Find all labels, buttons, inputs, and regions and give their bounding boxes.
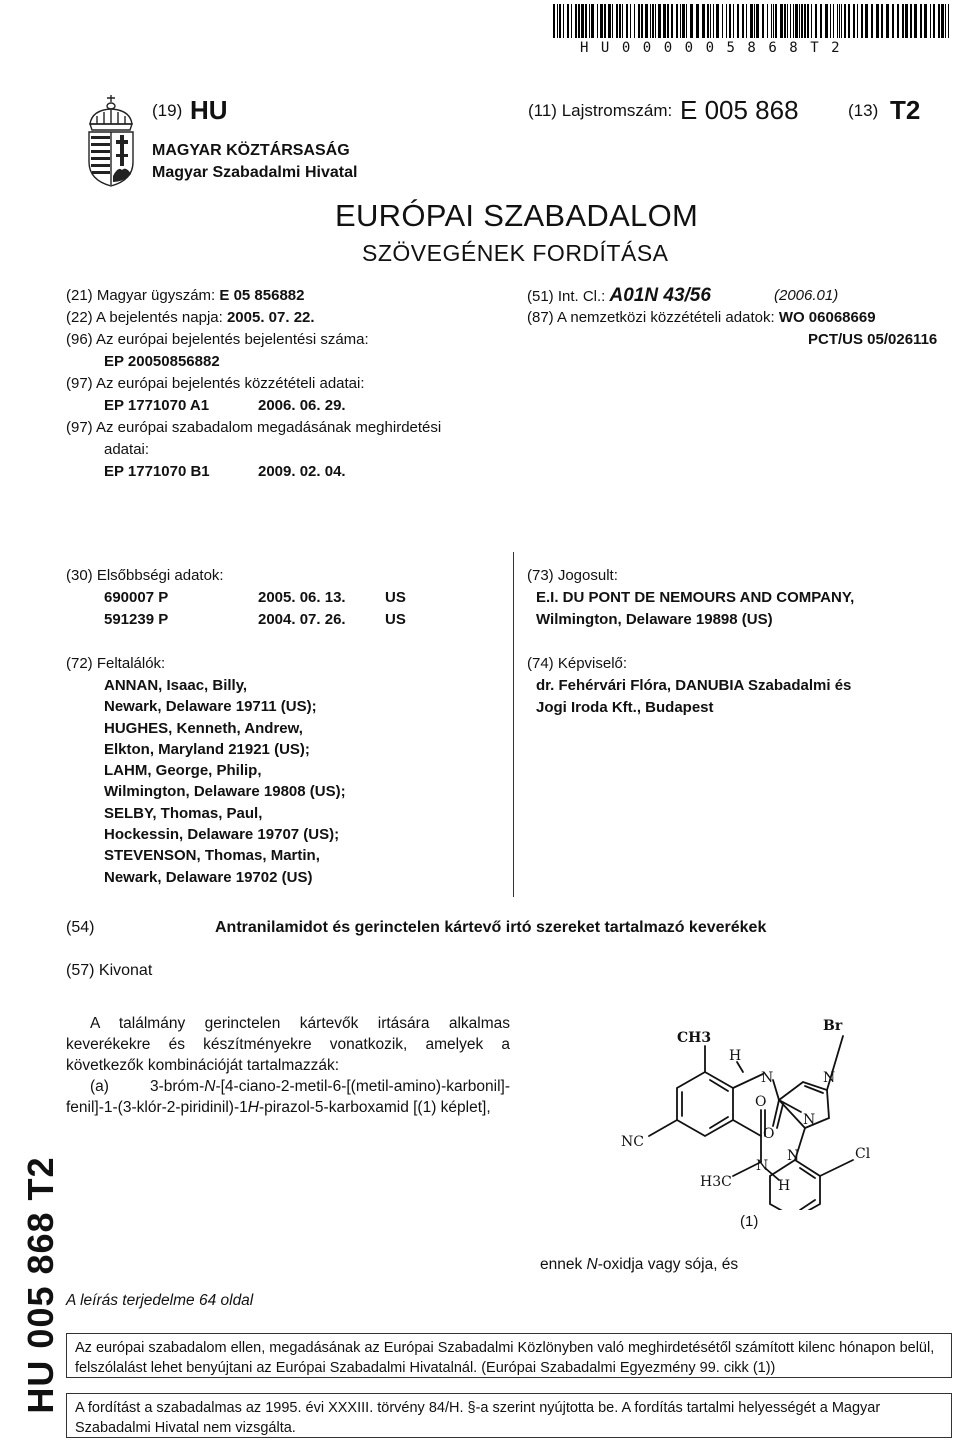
barcode-bar xyxy=(686,4,687,38)
barcode-bar xyxy=(589,4,590,38)
field-22-value: 2005. 07. 22. xyxy=(226,309,315,326)
atom-o-top: O xyxy=(763,1126,775,1142)
atom-ch3: CH3 xyxy=(677,1030,712,1046)
inventors-list xyxy=(104,675,346,888)
barcode-bar xyxy=(622,4,623,38)
abstract-italic: N xyxy=(204,1078,216,1095)
field-51 xyxy=(527,285,711,308)
page-subtitle: SZÖVEGÉNEK FORDÍTÁSA xyxy=(362,240,669,266)
atom-n-bottom: N xyxy=(756,1158,769,1174)
priority-1-country: US xyxy=(385,589,406,606)
barcode-bar xyxy=(820,4,822,38)
abstract-paragraph-2 xyxy=(66,1076,510,1118)
inventor-line: LAHM, George, Philip, xyxy=(104,762,262,780)
barcode-bar xyxy=(737,4,739,38)
barcode-bar xyxy=(910,4,912,38)
inventor-line: Elkton, Maryland 21921 (US); xyxy=(104,740,310,758)
barcode-bar xyxy=(941,4,944,38)
field-57-label: (57) Kivonat xyxy=(66,962,153,979)
column-divider xyxy=(513,552,514,897)
caption-text: -oxidja vagy sója, és xyxy=(597,1256,739,1273)
inventor-line: Hockessin, Delaware 19707 (US); xyxy=(104,826,340,844)
barcode-bar xyxy=(722,4,723,38)
barcode-bar xyxy=(787,4,788,38)
inventor-line: Newark, Delaware 19711 (US); xyxy=(104,698,317,716)
barcode-bar xyxy=(634,4,635,38)
barcode-bar xyxy=(750,4,753,38)
barcode-bar xyxy=(667,4,669,38)
atom-br: Br xyxy=(823,1018,843,1034)
barcode-bar xyxy=(585,4,587,38)
caption-italic: N xyxy=(586,1256,598,1273)
field-97b-number: EP 1771070 B1 xyxy=(104,463,210,480)
barcode-bar xyxy=(557,4,558,38)
barcode-bar xyxy=(945,4,946,38)
barcode-bar xyxy=(581,4,584,38)
barcode-bar xyxy=(771,4,772,38)
barcode-bar xyxy=(676,4,678,38)
agent-city: , Budapest xyxy=(636,699,714,716)
barcode-bar xyxy=(645,4,648,38)
priority-2-country: US xyxy=(385,611,406,628)
field-97a-label: (97) Az európai bejelentés közzétételi adatai: xyxy=(66,375,365,392)
agent-label: (74) Képviselő: xyxy=(527,655,628,672)
field-51-label: (51) Int. Cl.: xyxy=(527,288,606,305)
barcode-bar xyxy=(807,4,809,38)
country-code: HU xyxy=(190,95,228,125)
field-97b-label-1: (97) Az európai szabadalom megadásának meghirdetési xyxy=(66,419,442,436)
field-87-value-1: WO 06068669 xyxy=(778,309,876,326)
barcode-bar xyxy=(716,4,719,38)
abstract-text: (a) 3-bróm- xyxy=(90,1078,205,1095)
barcode-bar xyxy=(815,4,817,38)
registration-number: E 005 868 xyxy=(680,95,799,125)
barcode xyxy=(553,4,951,38)
abstract xyxy=(66,1013,510,1118)
barcode-bar xyxy=(626,4,628,38)
barcode-bar xyxy=(841,4,842,38)
barcode-bar xyxy=(825,4,828,38)
barcode-bar xyxy=(754,4,755,38)
barcode-bar xyxy=(619,4,621,38)
formula-label: (1) xyxy=(740,1213,759,1230)
opposition-notice: Az európai szabadalom ellen, megadásának az Európai Szabadalmi Közlönyben való meghirdetésétől számított kilenc hónapon belül, felszólalást lehet benyújtani az Európai Szabadalmi Hivatalnál. (Európai Szabadalmi Egyezmény 99. cikk (1)) xyxy=(66,1333,952,1378)
barcode-bar xyxy=(575,4,577,38)
barcode-text: HU000005868T2 xyxy=(580,40,853,56)
code-13: (13) xyxy=(848,101,879,120)
barcode-bar xyxy=(905,4,908,38)
code-11-label: (11) Lajstromszám: xyxy=(528,101,673,120)
barcode-bar xyxy=(801,4,803,38)
atom-n-amide: N xyxy=(761,1070,774,1086)
barcode-bar xyxy=(630,4,631,38)
priority-2-date: 2004. 07. 26. xyxy=(258,611,346,628)
barcode-bar xyxy=(682,4,685,38)
barcode-bar xyxy=(897,4,899,38)
barcode-bar xyxy=(861,4,863,38)
field-97b-label-2: adatai: xyxy=(104,441,150,458)
office-line-2: Magyar Szabadalmi Hivatal xyxy=(152,164,358,181)
barcode-bar xyxy=(638,4,640,38)
atom-h-top: H xyxy=(729,1048,742,1064)
abstract-text: -[4-ciano-2-metil-6-[(metil-amino)-karbonil]-fenil]-1-(3-klór-2-piridinil)-1 xyxy=(66,1078,510,1116)
barcode-bar xyxy=(650,4,651,38)
barcode-bar xyxy=(671,4,673,38)
chemical-structure-formula-1 xyxy=(615,1000,900,1210)
barcode-bar xyxy=(853,4,855,38)
field-97b-date: 2009. 02. 04. xyxy=(258,463,346,480)
abstract-paragraph-1: A találmány gerinctelen kártevők irtására alkalmas keverékekre és készítményekre vonatkozik, amelyek a következők kombinációját tartalmazzák: xyxy=(66,1015,510,1074)
barcode-bar xyxy=(839,4,840,38)
atom-o-bottom: O xyxy=(755,1094,767,1110)
barcode-bar xyxy=(784,4,786,38)
barcode-bar xyxy=(920,4,922,38)
barcode-bar xyxy=(713,4,714,38)
barcode-bar xyxy=(591,4,594,38)
field-21-value: E 05 856882 xyxy=(219,287,305,304)
field-96-value: EP 20050856882 xyxy=(104,353,220,370)
barcode-bar xyxy=(652,4,654,38)
barcode-bar xyxy=(804,4,806,38)
page-title: EURÓPAI SZABADALOM xyxy=(335,198,699,233)
description-length: A leírás terjedelme 64 oldal xyxy=(66,1292,254,1309)
barcode-bar xyxy=(811,4,812,38)
barcode-bar xyxy=(680,4,681,38)
barcode-bar xyxy=(780,4,783,38)
field-97a-number: EP 1771070 A1 xyxy=(104,397,210,414)
field-54-label: (54) xyxy=(66,919,95,936)
barcode-bar xyxy=(563,4,564,38)
barcode-bar xyxy=(612,4,613,38)
barcode-bar xyxy=(733,4,734,38)
invention-title: Antranilamidot és gerinctelen kártevő irtó szereket tartalmazó keverékek xyxy=(215,919,767,936)
barcode-bar xyxy=(604,4,606,38)
barcode-bar xyxy=(597,4,598,38)
barcode-bar xyxy=(696,4,699,38)
atom-cl: Cl xyxy=(855,1146,871,1162)
barcode-bar xyxy=(902,4,904,38)
barcode-bar xyxy=(790,4,791,38)
barcode-bar xyxy=(707,4,709,38)
barcode-bar xyxy=(775,4,777,38)
barcode-bar xyxy=(933,4,935,38)
barcode-bar xyxy=(930,4,931,38)
barcode-bar xyxy=(837,4,838,38)
barcode-bar xyxy=(567,4,569,38)
field-96-label: (96) Az európai bejelentés bejelentési száma: xyxy=(66,331,369,348)
field-87-value-2: PCT/US 05/026116 xyxy=(808,331,938,348)
barcode-bar xyxy=(795,4,798,38)
barcode-bar xyxy=(578,4,580,38)
barcode-bar xyxy=(762,4,764,38)
barcode-bar xyxy=(799,4,800,38)
atom-n-pyridine: N xyxy=(787,1148,800,1164)
code-19: (19) xyxy=(152,101,183,120)
barcode-bar xyxy=(938,4,940,38)
formula-caption xyxy=(540,1256,738,1274)
barcode-bar xyxy=(881,4,883,38)
inventor-line: ANNAN, Isaac, Billy, xyxy=(104,677,248,694)
owner-label: (73) Jogosult: xyxy=(527,567,618,584)
barcode-bar xyxy=(658,4,661,38)
document-type: T2 xyxy=(890,95,921,125)
barcode-bar xyxy=(865,4,868,38)
barcode-bar xyxy=(742,4,744,38)
agent-line-1: dr. Fehérvári Flóra, DANUBIA Szabadalmi és xyxy=(536,677,852,694)
translation-notice: A fordítást a szabadalmas az 1995. évi XXXIII. törvény 84/H. §-a szerint nyújtotta be. A fordítás tartalmi helyességét a Magyar Szabadalmi Hivatal nem vizsgálta. xyxy=(66,1393,952,1438)
barcode-bar xyxy=(773,4,774,38)
barcode-bar xyxy=(830,4,831,38)
abstract-italic: H xyxy=(247,1099,259,1116)
barcode-bar xyxy=(690,4,693,38)
field-97a-date: 2006. 06. 29. xyxy=(258,397,346,414)
atom-n-pyrazole-1: N xyxy=(823,1070,836,1086)
atom-h3c: H3C xyxy=(700,1174,732,1190)
barcode-bar xyxy=(914,4,917,38)
priority-1-number: 690007 P xyxy=(104,589,169,606)
barcode-bar xyxy=(600,4,603,38)
barcode-bar xyxy=(833,4,834,38)
field-22-label: (22) A bejelentés napja: xyxy=(66,309,223,326)
barcode-bar xyxy=(848,4,850,38)
barcode-bar xyxy=(767,4,768,38)
barcode-bar xyxy=(710,4,711,38)
abstract-text: -pirazol-5-karboxamid [(1) képlet], xyxy=(258,1099,491,1116)
priority-1-date: 2005. 06. 13. xyxy=(258,589,346,606)
field-51-version: (2006.01) xyxy=(774,287,839,304)
priority-2-number: 591239 P xyxy=(104,611,169,628)
barcode-bar xyxy=(892,4,894,38)
barcode-bar xyxy=(729,4,731,38)
inventor-line: SELBY, Thomas, Paul, xyxy=(104,804,263,822)
barcode-bar xyxy=(553,4,555,38)
inventor-line: STEVENSON, Thomas, Martin, xyxy=(104,847,320,865)
side-document-code: HU 005 868 T2 xyxy=(20,1156,61,1414)
barcode-bar xyxy=(655,4,656,38)
barcode-bar xyxy=(871,4,873,38)
atom-cn: NC xyxy=(621,1134,644,1150)
field-87-label: (87) A nemzetközi közzétételi adatok: xyxy=(527,309,775,326)
owner-line-2: Wilmington, Delaware 19898 (US) xyxy=(536,611,773,628)
field-22 xyxy=(66,307,315,329)
barcode-bar xyxy=(746,4,747,38)
field-51-value: A01N 43/56 xyxy=(609,285,711,306)
barcode-bar xyxy=(608,4,611,38)
agent-line-2 xyxy=(536,697,714,719)
barcode-bar xyxy=(876,4,879,38)
barcode-bar xyxy=(641,4,643,38)
owner-line-1: E.I. DU PONT DE NEMOURS AND COMPANY, xyxy=(536,589,855,606)
agent-firm: Jogi Iroda Kft. xyxy=(536,699,637,716)
hungarian-coat-of-arms-icon xyxy=(80,92,142,188)
atom-h-bottom: H xyxy=(778,1178,791,1194)
barcode-bar xyxy=(886,4,889,38)
caption-text: ennek xyxy=(540,1256,587,1273)
inventor-line: Newark, Delaware 19702 (US) xyxy=(104,868,313,886)
barcode-bar xyxy=(844,4,846,38)
inventor-line: Wilmington, Delaware 19808 (US); xyxy=(104,783,346,801)
barcode-bar xyxy=(726,4,727,38)
barcode-bar xyxy=(948,4,949,38)
barcode-bar xyxy=(571,4,572,38)
barcode-bar xyxy=(663,4,666,38)
atom-n-pyrazole-2: N xyxy=(803,1112,816,1128)
field-87 xyxy=(527,307,876,329)
barcode-bar xyxy=(559,4,561,38)
priority-label: (30) Elsőbbségi adatok: xyxy=(66,567,224,584)
barcode-bar xyxy=(616,4,618,38)
office-line-1: MAGYAR KÖZTÁRSASÁG xyxy=(152,142,350,159)
barcode-bar xyxy=(857,4,858,38)
field-21 xyxy=(66,285,304,307)
barcode-bar xyxy=(924,4,927,38)
inventors-label: (72) Feltalálók: xyxy=(66,655,166,672)
barcode-bar xyxy=(756,4,759,38)
barcode-bar xyxy=(702,4,705,38)
field-21-label: (21) Magyar ügyszám: xyxy=(66,287,216,304)
barcode-bar xyxy=(793,4,794,38)
inventor-line: HUGHES, Kenneth, Andrew, xyxy=(104,719,303,737)
